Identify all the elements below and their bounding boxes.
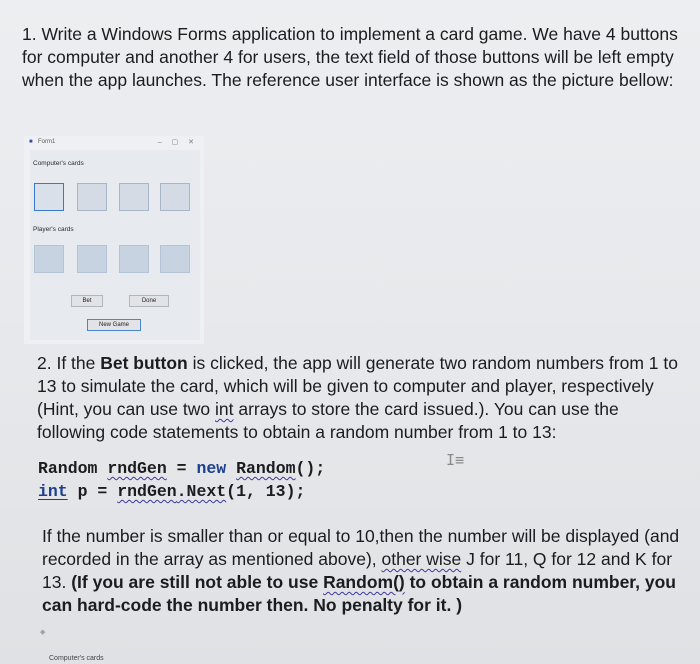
question-1-text: 1. Write a Windows Forms application to implement a card game. We have 4 buttons for computer and another 4 for users, the text field of those buttons will be left empty when the app launches. The reference user interface is shown as the picture bellow: — [22, 24, 678, 90]
question-2-text: 2. If the Bet button is clicked, the app will generate two random numbers from 1 to 13 to simulate the card, which will be given to computer and player, respectively (Hint, you can use two int arrays to store the card issued.). You can use the following code statements to obtain a random number from 1 to 13: — [37, 353, 678, 442]
bottom-computer-cards-label: Computer's cards — [49, 655, 104, 662]
code-line-2: int p = rndGen.Next(1, 13); — [38, 482, 306, 501]
player-card-button-2[interactable] — [77, 245, 107, 273]
computer-cards-label: Computer's cards — [33, 160, 84, 167]
computer-card-button-3[interactable] — [119, 183, 149, 211]
computer-card-button-1[interactable] — [34, 183, 64, 211]
player-cards-label: Player's cards — [33, 226, 74, 233]
question-2-rules-text: If the number is smaller than or equal to 10,then the number will be displayed (and recorded in the array as mentioned above), other wise J for 11, Q for 12 and K for 13. (If you are still not able to use Random() to obtain a random number, you can hard-code the number then. No penalty for it. ) — [42, 526, 680, 615]
new-game-button[interactable]: New Game — [87, 319, 141, 331]
player-card-button-1[interactable] — [34, 245, 64, 273]
bet-button[interactable]: Bet — [71, 295, 103, 307]
faint-form-icon: ◆ — [40, 629, 46, 636]
computer-card-button-2[interactable] — [77, 183, 107, 211]
player-card-button-4[interactable] — [160, 245, 190, 273]
code-line-1: Random rndGen = new Random(); — [38, 459, 326, 478]
form-client-area — [30, 150, 200, 340]
window-title: Form1 — [38, 139, 56, 145]
app-icon: ■ — [29, 139, 33, 145]
text-cursor-icon: I≡ — [446, 451, 465, 469]
player-card-button-3[interactable] — [119, 245, 149, 273]
title-bar — [24, 136, 204, 150]
done-button[interactable]: Done — [129, 295, 169, 307]
window-controls: – ▢ ✕ — [157, 139, 198, 146]
form-window-image — [24, 136, 204, 344]
computer-card-button-4[interactable] — [160, 183, 190, 211]
bet-button-text: Bet button — [100, 353, 188, 373]
